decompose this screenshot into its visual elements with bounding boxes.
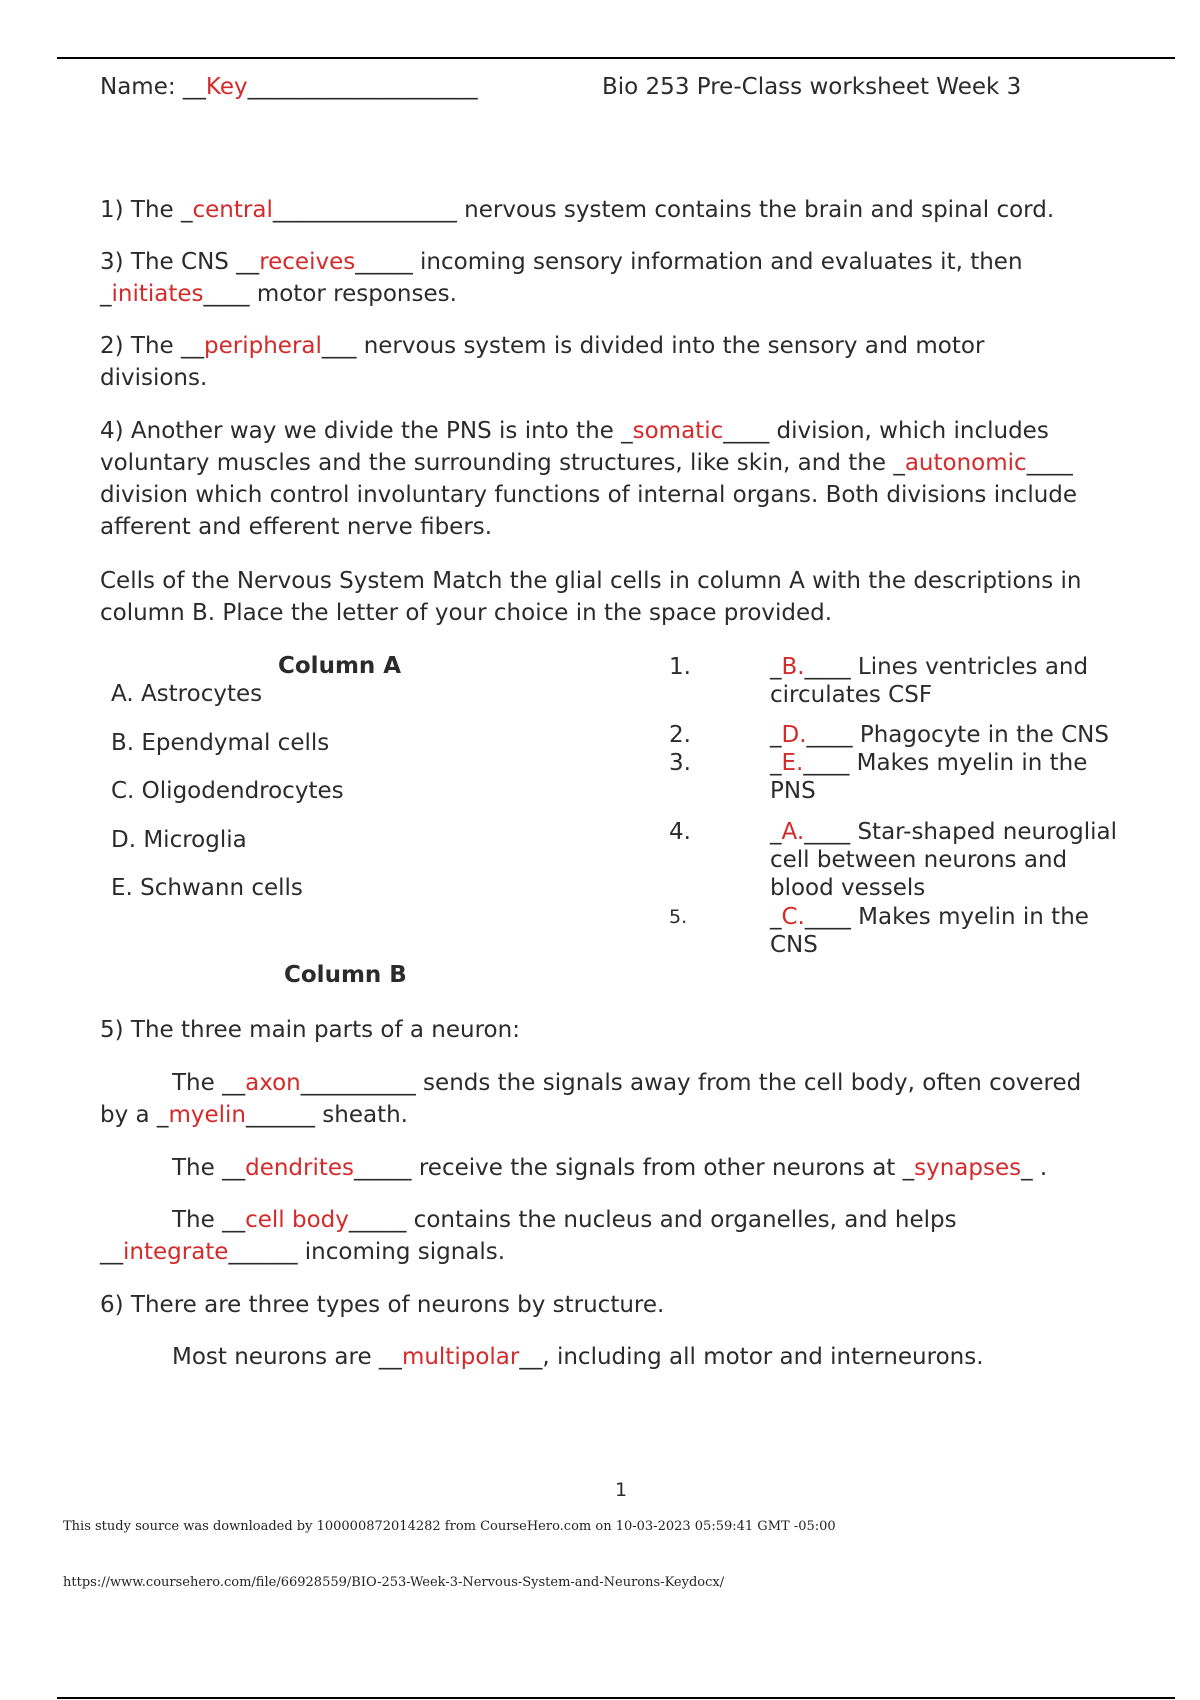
q4-answer-2: autonomic	[904, 450, 1027, 476]
column-b-description: ____ Star-shaped neuroglial	[804, 819, 1117, 845]
column-a-heading: Column A	[278, 653, 402, 679]
matching-intro-line-1: Cells of the Nervous System Match the glial cells in column A with the descriptions in	[100, 568, 1082, 594]
q3-post: _____ incoming sensory information and evaluates it, then	[355, 249, 1023, 275]
q5-cell-body-answer: cell body	[245, 1207, 349, 1233]
question-3-line-2	[100, 278, 457, 310]
column-b-number: 4.	[669, 819, 691, 845]
column-a-item: C. Oligodendrocytes	[111, 778, 344, 804]
q5-integrate-answer: integrate	[123, 1239, 229, 1265]
q3-answer-1: receives	[259, 249, 356, 275]
column-b-answer: E.	[781, 750, 804, 776]
q4-line2-post: ____	[1026, 450, 1073, 476]
column-a-item: B. Ependymal cells	[111, 730, 330, 756]
top-rule	[57, 57, 1175, 59]
q5-dendrites-answer: dendrites	[245, 1155, 355, 1181]
column-b-item-cont: circulates CSF	[770, 682, 933, 708]
column-b-answer: D.	[781, 722, 807, 748]
source-url[interactable]: https://www.coursehero.com/file/66928559/BIO-253-Week-3-Nervous-System-and-Neurons-Keydocx/	[63, 1575, 725, 1590]
q4-pre: 4) Another way we divide the PNS is into the _	[100, 418, 633, 444]
name-label: Name: __	[100, 74, 206, 100]
column-b-number: 5.	[669, 906, 688, 928]
q5-axon-answer: axon	[245, 1070, 301, 1096]
question-3-line-1	[100, 246, 1023, 278]
q5-cb-post: _____ contains the nucleus and organelles, and helps	[348, 1207, 957, 1233]
column-b-description: ____ Makes myelin in the	[803, 750, 1088, 776]
q4-post: ____ division, which includes	[723, 418, 1049, 444]
q5-myelin-pre: by a _	[100, 1102, 169, 1128]
q5-axon-pre: The __	[172, 1070, 246, 1096]
q2-post: ___ nervous system is divided into the sensory and motor	[321, 333, 985, 359]
q5-dend-post: _ .	[1021, 1155, 1048, 1181]
name-field	[100, 71, 478, 103]
q5-axon-post: __________ sends the signals away from the cell body, often covered	[300, 1070, 1082, 1096]
q5-dend-pre: The __	[172, 1155, 246, 1181]
column-a-item: A. Astrocytes	[111, 681, 263, 707]
q4-answer-1: somatic	[632, 418, 724, 444]
q5-myelin-post: ______ sheath.	[245, 1102, 408, 1128]
q3-answer-2: initiates	[111, 281, 204, 307]
page-number: 1	[615, 1479, 628, 1501]
q6-answer: multipolar	[401, 1344, 520, 1370]
question-2-line-2: divisions.	[100, 365, 208, 391]
q5-dendrites-line	[172, 1152, 1047, 1184]
course-title: Bio 253 Pre-Class worksheet Week 3	[602, 74, 1022, 100]
q2-answer: peripheral	[204, 333, 322, 359]
column-b-number: 2.	[669, 722, 691, 748]
column-b-answer: A.	[781, 819, 805, 845]
q5-myelin-line	[100, 1099, 408, 1131]
bottom-rule	[57, 1697, 1175, 1699]
q5-synapses-answer: synapses	[914, 1155, 1022, 1181]
q5-int-pre: __	[100, 1239, 123, 1265]
q5-int-post: ______ incoming signals.	[228, 1239, 506, 1265]
column-b-item	[770, 747, 1087, 779]
q5-cell-body-line	[172, 1204, 957, 1236]
column-b-item-cont: blood vessels	[770, 875, 926, 901]
q6-pre: Most neurons are __	[172, 1344, 402, 1370]
column-b-answer: C.	[781, 904, 805, 930]
column-a-item: D. Microglia	[111, 827, 247, 853]
question-4-line-3: division which control involuntary functions of internal organs. Both divisions include	[100, 482, 1078, 508]
question-4-line-4: afferent and efferent nerve fibers.	[100, 514, 493, 540]
matching-intro-line-2: column B. Place the letter of your choice in the space provided.	[100, 600, 833, 626]
q6-multipolar-line	[172, 1341, 984, 1373]
question-1	[100, 194, 1054, 226]
column-b-item-cont: CNS	[770, 932, 818, 958]
column-b-description: ____ Phagocyte in the CNS	[806, 722, 1109, 748]
name-blank: ____________________	[247, 74, 478, 100]
q3-line2-post: ____ motor responses.	[203, 281, 457, 307]
q5-integrate-line	[100, 1236, 505, 1268]
question-4-line-1	[100, 415, 1049, 447]
column-b-item-cont: PNS	[770, 778, 816, 804]
q3-line2-pre: _	[100, 281, 112, 307]
q1-post: ________________ nervous system contains the brain and spinal cord.	[272, 197, 1055, 223]
column-b-item-cont: cell between neurons and	[770, 847, 1068, 873]
question-4-line-2	[100, 447, 1073, 479]
column-a-item: E. Schwann cells	[111, 875, 303, 901]
q5-myelin-answer: myelin	[168, 1102, 246, 1128]
column-b-answer: B.	[781, 654, 805, 680]
blank-pre: _	[770, 722, 782, 748]
column-b-description: ____ Makes myelin in the	[804, 904, 1089, 930]
question-5-heading: 5) The three main parts of a neuron:	[100, 1017, 520, 1043]
question-2-line-1	[100, 330, 984, 362]
blank-pre: _	[770, 750, 782, 776]
blank-pre: _	[770, 654, 782, 680]
column-b-description: ____ Lines ventricles and	[804, 654, 1089, 680]
q6-post: __, including all motor and interneurons.	[519, 1344, 984, 1370]
q5-cb-pre: The __	[172, 1207, 246, 1233]
q1-pre: 1) The _	[100, 197, 193, 223]
column-b-number: 3.	[669, 750, 691, 776]
question-6-heading: 6) There are three types of neurons by structure.	[100, 1292, 665, 1318]
blank-pre: _	[770, 904, 782, 930]
q5-axon-line	[172, 1067, 1081, 1099]
name-value: Key	[205, 74, 248, 100]
q3-pre: 3) The CNS __	[100, 249, 260, 275]
q2-pre: 2) The __	[100, 333, 205, 359]
q4-line2-pre: voluntary muscles and the surrounding structures, like skin, and the _	[100, 450, 905, 476]
column-b-number: 1.	[669, 654, 691, 680]
column-b-heading: Column B	[284, 962, 407, 988]
download-source-line: This study source was downloaded by 100000872014282 from CourseHero.com on 10-03-2023 05:59:41 GMT -05:00	[63, 1519, 836, 1534]
blank-pre: _	[770, 819, 782, 845]
q1-answer: central	[192, 197, 273, 223]
q5-dend-mid: _____ receive the signals from other neurons at _	[354, 1155, 915, 1181]
